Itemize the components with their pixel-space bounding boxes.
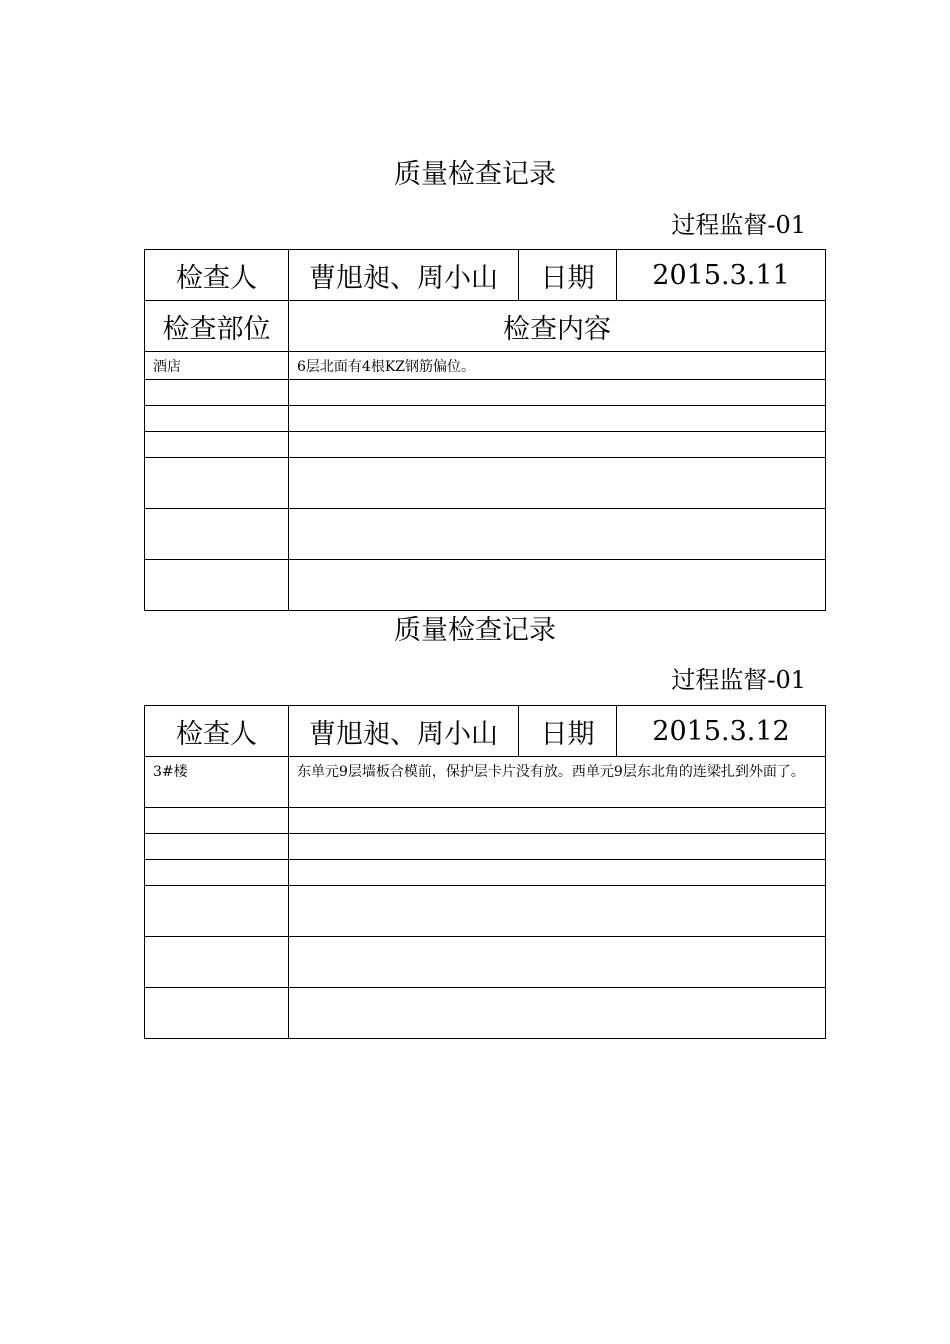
table-row (145, 886, 826, 937)
location-cell (145, 406, 289, 432)
table-row (145, 406, 826, 432)
location-cell: 3#楼 (145, 757, 289, 808)
content-cell (289, 937, 826, 988)
content-cell: 6层北面有4根KZ钢筋偏位。 (289, 352, 826, 380)
location-cell (145, 988, 289, 1039)
table-row (145, 937, 826, 988)
record-2-title: 质量检查记录 (394, 615, 556, 646)
table-row (145, 988, 826, 1039)
content-cell (289, 406, 826, 432)
location-cell (145, 380, 289, 406)
record-2-header-row (145, 706, 826, 757)
content-cell (289, 860, 826, 886)
table-row (145, 860, 826, 886)
table-row (145, 432, 826, 458)
table-row (145, 808, 826, 834)
table-row (145, 757, 826, 808)
location-cell (145, 834, 289, 860)
table-row (145, 380, 826, 406)
record-2-table (144, 705, 826, 1039)
table-row (145, 834, 826, 860)
content-header: 检查内容 (289, 301, 826, 352)
date-value: 2015.3.12 (617, 706, 826, 757)
content-cell (289, 509, 826, 560)
record-1-header-row (145, 250, 826, 301)
content-cell (289, 988, 826, 1039)
inspector-value: 曹旭昶、周小山 (289, 706, 519, 757)
date-value: 2015.3.11 (617, 250, 826, 301)
content-cell (289, 560, 826, 611)
location-cell (145, 509, 289, 560)
location-cell: 酒店 (145, 352, 289, 380)
table-row (145, 352, 826, 380)
record-1-title: 质量检查记录 (394, 159, 556, 190)
content-cell: 东单元9层墙板合模前，保护层卡片没有放。西单元9层东北角的连梁扎到外面了。 (289, 757, 826, 808)
date-label: 日期 (519, 250, 617, 301)
content-cell (289, 808, 826, 834)
record-1-code: 过程监督-01 (671, 211, 806, 239)
location-cell (145, 808, 289, 834)
date-label: 日期 (519, 706, 617, 757)
location-header: 检查部位 (145, 301, 289, 352)
location-cell (145, 458, 289, 509)
record-1-table (144, 249, 826, 611)
content-cell (289, 458, 826, 509)
location-cell (145, 560, 289, 611)
location-cell (145, 886, 289, 937)
table-row (145, 458, 826, 509)
location-cell (145, 860, 289, 886)
content-cell (289, 834, 826, 860)
table-row (145, 560, 826, 611)
table-row (145, 509, 826, 560)
record-1-subheader-row (145, 301, 826, 352)
location-cell (145, 937, 289, 988)
inspector-value: 曹旭昶、周小山 (289, 250, 519, 301)
inspector-label: 检查人 (145, 250, 289, 301)
content-cell (289, 380, 826, 406)
record-2-code: 过程监督-01 (671, 666, 806, 694)
content-cell (289, 886, 826, 937)
location-cell (145, 432, 289, 458)
inspector-label: 检查人 (145, 706, 289, 757)
content-cell (289, 432, 826, 458)
